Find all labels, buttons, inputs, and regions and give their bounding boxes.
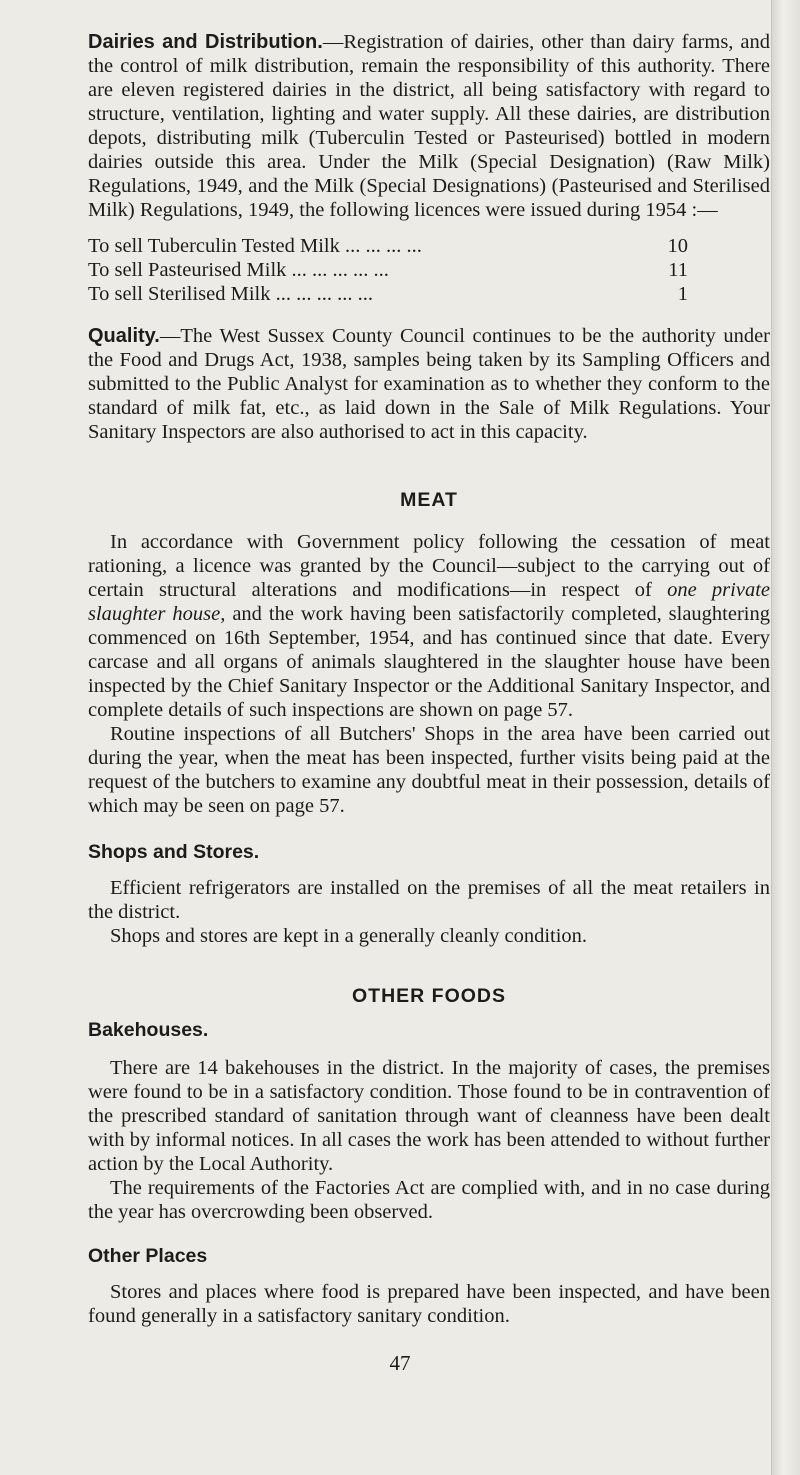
licence-count: 10 [667, 235, 688, 257]
quality-paragraph [88, 324, 770, 444]
meat-p1-em: one private slaughter house, [88, 579, 770, 625]
document-page [88, 30, 770, 1328]
licence-row [88, 282, 770, 306]
shops-paragraph-2: Shops and stores are kept in a generally cleanly condition. [110, 925, 588, 947]
dairies-paragraph [88, 30, 770, 222]
other-places-paragraph: Stores and places where food is prepared have been inspected, and have been found generally in a satisfactory sanitary condition. [88, 1281, 770, 1327]
licence-row [88, 258, 770, 282]
quality-text: —The West Sussex County Council continues to be the authority under the Food and Drugs Act, 1938, samples being taken by its Sampling Officers and submitted to the Public Analyst for examination as to whether they conform to the standard of milk fat, etc., as laid down in the Sale of Milk Regulations. Your Sanitary Inspectors are also authorised to act in this capacity. [88, 325, 770, 443]
bakehouses-paragraph-2: The requirements of the Factories Act are complied with, and in no case during the year has overcrowding been observed. [88, 1177, 770, 1223]
binding-gutter [771, 0, 800, 1475]
page-number: 47 [389, 1351, 411, 1375]
meat-paragraph-2: Routine inspections of all Butchers' Shops in the area have been carried out during the year, when the meat has been inspected, further visits being paid at the request of the butchers to examine any doubtful meat in their possession, details of which may be seen on page 57. [88, 723, 770, 817]
licence-row [88, 234, 770, 258]
shops-paragraph-1: Efficient refrigerators are installed on the premises of all the meat retailers in the district. [88, 877, 770, 923]
bakehouses-heading: Bakehouses. [88, 1019, 209, 1041]
licence-label: To sell Sterilised Milk ... ... ... ... ... [88, 283, 373, 305]
licence-count: 1 [677, 283, 688, 305]
licence-label: To sell Tuberculin Tested Milk ... ... ... ... [88, 235, 422, 257]
bakehouses-paragraph-1: There are 14 bakehouses in the district. In the majority of cases, the premises were found to be in a satisfactory condition. Those found to be in contravention of the prescribed standard of sanitation through want of cleanness have been dealt with by informal notices. In all cases the work has been attended to without further action by the Local Authority. [88, 1057, 770, 1175]
meat-paragraph-1 [88, 530, 770, 722]
meat-p1-a: In accordance with Government policy following the cessation of meat rationing, a licence was granted by the Council—subject to the carrying out of certain structural alterations and modifications—in respect of [88, 531, 770, 601]
licence-count: 11 [668, 259, 688, 281]
licence-label: To sell Pasteurised Milk ... ... ... ... ... [88, 259, 389, 281]
other-places-heading: Other Places [88, 1245, 208, 1267]
licence-list [88, 234, 770, 306]
dairies-text: —Registration of dairies, other than dairy farms, and the control of milk distribution, remain the responsibility of this authority. There are eleven registered dairies in the district, all being satisfactory with regard to structure, ventilation, lighting and water supply. All these dairies, are distribution depots, distributing milk (Tuberculin Tested or Pasteurised) bottled in modern dairies outside this area. Under the Milk (Special Designation) (Raw Milk) Regulations, 1949, and the Milk (Special Designations) (Pasteurised and Sterilised Milk) Regulations, 1949, the following licences were issued during 1954 :— [88, 31, 770, 221]
other-foods-title: OTHER FOODS [351, 985, 506, 1007]
meat-p1-b: and the work having been satisfactorily completed, slaughtering commenced on 16th September, 1954, and has continued since that date. Every carcase and all organs of animals slaughtered in the slaughter house have been inspected by the Chief Sanitary Inspector or the Additional Sanitary Inspector, and complete details of such inspections are shown on page 57. [88, 603, 770, 721]
meat-title: MEAT [400, 489, 458, 511]
shops-heading: Shops and Stores. [88, 841, 260, 863]
dairies-heading: Dairies and Distribution. [88, 31, 323, 53]
quality-heading: Quality. [88, 325, 160, 347]
